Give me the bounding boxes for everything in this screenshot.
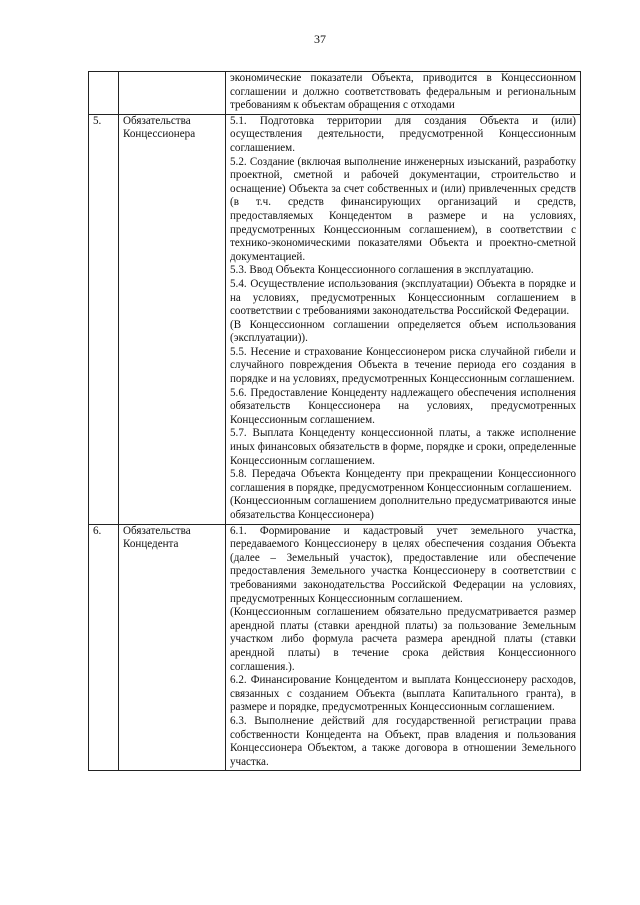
row-title: [119, 72, 226, 115]
content-paragraph: экономические показатели Объекта, приводится в Концессионном соглашении и должно соответствовать федеральным и региональным требованиям к объектам обращения с отходами: [230, 72, 576, 112]
row-content: [226, 114, 581, 524]
content-paragraph: 6.3. Выполнение действий для государственной регистрации права собственности Концедента на Объект, прав владения и пользования Концессионера Объектом, а также договора в отношении Земельного участка.: [230, 714, 576, 768]
table-row: [89, 114, 581, 524]
row-title: Обязательства Концедента: [119, 524, 226, 771]
row-content: [226, 524, 581, 771]
obligations-table: [88, 71, 581, 771]
content-paragraph: 5.2. Создание (включая выполнение инженерных изысканий, разработку проектной, сметной и рабочей документации, строительство и оснащение) Объекта за счет собственных и (или) привлеченных средств (в т.ч. средств финансирующих организаций и средств, предоставляемых Концедентом в размере и на условиях, предусмотренных Концессионным соглашением), в соответствии с технико-экономическими показателями Объекта и проектно-сметной документацией.: [230, 155, 576, 263]
row-number: 5.: [89, 114, 119, 524]
content-paragraph: 5.3. Ввод Объекта Концессионного соглашения в эксплуатацию.: [230, 264, 534, 277]
content-paragraph: (В Концессионном соглашении определяется объем использования (эксплуатации)).: [230, 318, 576, 345]
content-paragraph: 5.5. Несение и страхование Концессионером риска случайной гибели и случайного повреждения Объекта в течение периода его создания в порядке и на условиях, предусмотренных Концессионным соглашением.: [230, 345, 576, 386]
content-paragraph: 5.6. Предоставление Концеденту надлежащего обеспечения исполнения обязательств Концессионера на условиях, предусмотренных Концессионным соглашением.: [230, 386, 576, 426]
content-paragraph: (Концессионным соглашением обязательно предусматривается размер арендной платы (ставки арендной платы) за пользование Земельным участком либо формула расчета размера арендной платы (ставки арендной платы) в течение срока действия Концессионного соглашения.).: [230, 606, 576, 673]
content-paragraph: 6.2. Финансирование Концедентом и выплата Концессионеру расходов, связанных с созданием Объекта (выплата Капитального гранта), в размере и порядке, предусмотренных Концессионным соглашением.: [230, 674, 576, 714]
content-paragraph: 5.4. Осуществление использования (эксплуатации) Объекта в порядке и на условиях, предусмотренных Концессионным соглашением в соответствии с требованиями законодательства Российской Федерации.: [230, 277, 576, 318]
content-paragraph: 5.7. Выплата Концеденту концессионной платы, а также исполнение иных финансовых обязательств в форме, порядке и сроки, определенные Концессионным соглашением.: [230, 427, 576, 467]
row-title: Обязательства Концессионера: [119, 114, 226, 524]
content-paragraph: 5.8. Передача Объекта Концеденту при прекращении Концессионного соглашения в порядке, предусмотренном Концессионным соглашением.: [230, 468, 576, 494]
row-number: [89, 72, 119, 115]
row-content: [226, 72, 581, 115]
table-row: [89, 524, 581, 771]
content-paragraph: 5.1. Подготовка территории для создания Объекта и (или) осуществления деятельности, предусмотренной Концессионным соглашением.: [230, 114, 576, 154]
content-paragraph: (Концессионным соглашением дополнительно предусматриваются иные обязательства Концессионера): [230, 495, 576, 521]
content-paragraph: 6.1. Формирование и кадастровый учет земельного участка, передаваемого Концессионеру в целях обеспечения создания Объекта (далее – Земельный участок), предоставление или обеспечение предоставления Земельного участка Концессионеру в соответствии с требованиями законодательства Российской Федерации на условиях, предусмотренных Концессионным соглашением.: [230, 524, 576, 605]
table-row: [89, 72, 581, 115]
page-number: 37: [314, 32, 326, 46]
row-number: 6.: [89, 524, 119, 771]
